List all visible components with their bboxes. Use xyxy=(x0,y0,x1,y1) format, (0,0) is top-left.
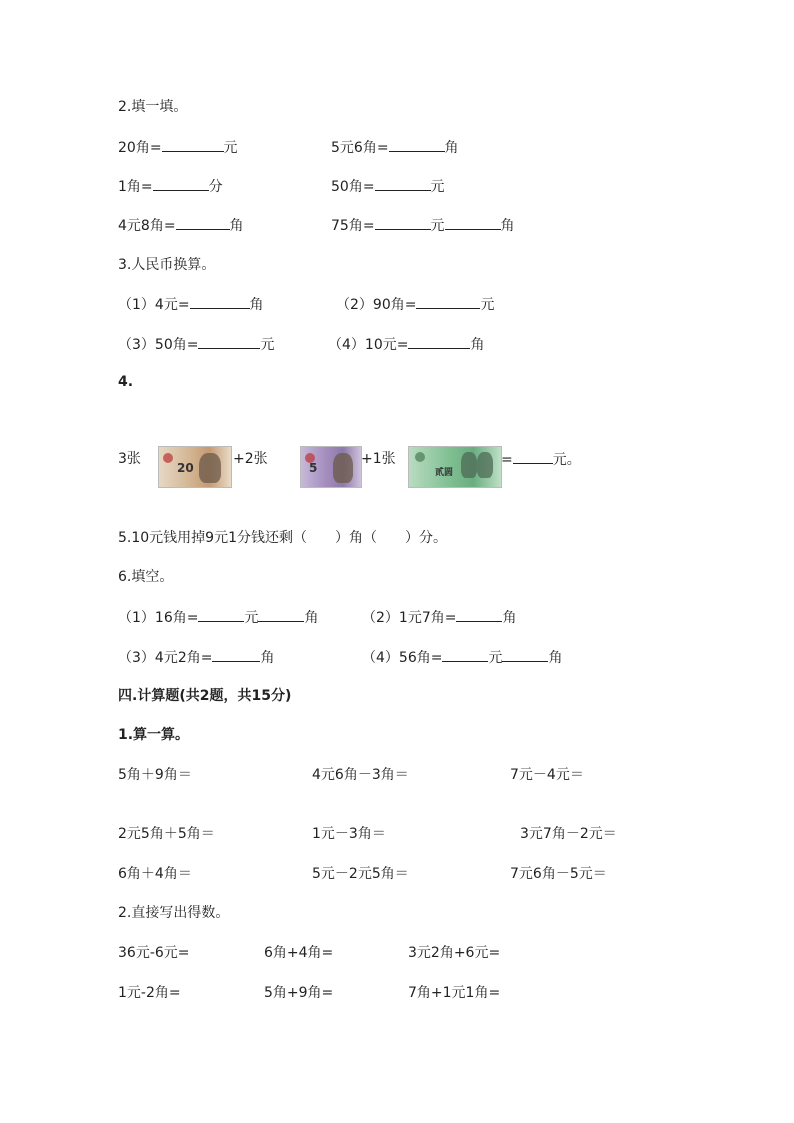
calc-item: 7元6角－5元＝ xyxy=(510,866,607,882)
answer-blank[interactable] xyxy=(198,334,260,349)
answer-blank[interactable] xyxy=(502,647,548,662)
q3-item-c: （3）50角= 元 xyxy=(118,334,274,355)
q2-title: 2.填一填。 xyxy=(118,99,188,115)
answer-blank[interactable] xyxy=(375,215,431,230)
answer-blank[interactable] xyxy=(445,215,501,230)
portrait-icon xyxy=(199,453,221,483)
calc-item: 2元5角＋5角＝ xyxy=(118,826,215,842)
calc-item: 36元-6元= xyxy=(118,945,190,961)
calc-item: 7角+1元1角= xyxy=(408,985,501,1001)
q6-item-d: （4）56角= 元 角 xyxy=(362,647,562,668)
q4-title: 4. xyxy=(118,374,134,390)
answer-blank[interactable] xyxy=(442,647,488,662)
q3-item-b: （2）90角= 元 xyxy=(336,294,494,315)
answer-blank[interactable] xyxy=(389,137,445,152)
q6-item-b: （2）1元7角= 角 xyxy=(362,607,516,628)
calc-item: 1元-2角= xyxy=(118,985,181,1001)
calc-item: 5元－2元5角＝ xyxy=(312,866,409,882)
q4-count-2: +1张 xyxy=(361,451,396,467)
q2-item-1b: 5元6角= 角 xyxy=(331,137,459,158)
calc-q2-title: 2.直接写出得数。 xyxy=(118,905,230,921)
q2-item-2b: 50角= 元 xyxy=(331,176,445,197)
calc-item: 3元7角－2元＝ xyxy=(520,826,617,842)
q2-item-3a: 4元8角= 角 xyxy=(118,215,244,236)
answer-blank[interactable] xyxy=(375,176,431,191)
portrait-icon xyxy=(461,452,477,478)
section-four-heading: 四.计算题(共2题，共15分) xyxy=(118,688,292,704)
calc-q1-title: 1.算一算。 xyxy=(118,727,190,743)
portrait-icon xyxy=(477,452,493,478)
answer-blank[interactable] xyxy=(416,294,480,309)
calc-item: 6角＋4角＝ xyxy=(118,866,192,882)
q3-item-a: （1）4元= 角 xyxy=(118,294,264,315)
q4-count-5: +2张 xyxy=(233,451,268,467)
q2-item-3b: 75角= 元 角 xyxy=(331,215,515,236)
answer-blank[interactable] xyxy=(408,334,470,349)
answer-blank[interactable] xyxy=(198,607,244,622)
emblem-icon xyxy=(415,452,425,462)
q2-item-1a: 20角= 元 xyxy=(118,137,238,158)
calc-item: 4元6角－3角＝ xyxy=(312,767,409,783)
q3-item-d: （4）10元= 角 xyxy=(328,334,484,355)
answer-blank[interactable] xyxy=(162,137,224,152)
calc-item: 6角+4角= xyxy=(264,945,334,961)
answer-blank[interactable] xyxy=(190,294,250,309)
two-yuan-note-image: 贰圆 xyxy=(408,446,502,488)
answer-blank[interactable] xyxy=(513,449,553,464)
q6-item-a: （1）16角= 元 角 xyxy=(118,607,318,628)
calc-item: 7元－4元＝ xyxy=(510,767,584,783)
answer-blank[interactable] xyxy=(456,607,502,622)
calc-item: 1元－3角＝ xyxy=(312,826,386,842)
q5-text: 5.10元钱用掉9元1分钱还剩（ ）角（ ）分。 xyxy=(118,530,447,546)
q2-item-2a: 1角= 分 xyxy=(118,176,223,197)
q4-count-20: 3张 xyxy=(118,451,141,467)
answer-blank[interactable] xyxy=(176,215,230,230)
calc-item: 5角+9角= xyxy=(264,985,334,1001)
five-yuan-note-image: 5 xyxy=(300,446,362,488)
calc-item: 3元2角+6元= xyxy=(408,945,501,961)
twenty-yuan-note-image: 20 xyxy=(158,446,232,488)
q6-item-c: （3）4元2角= 角 xyxy=(118,647,274,668)
q3-title: 3.人民币换算。 xyxy=(118,257,216,273)
q4-answer: = 元。 xyxy=(501,449,581,470)
calc-item: 5角＋9角＝ xyxy=(118,767,192,783)
answer-blank[interactable] xyxy=(258,607,304,622)
answer-blank[interactable] xyxy=(212,647,260,662)
portrait-icon xyxy=(333,453,353,483)
answer-blank[interactable] xyxy=(153,176,209,191)
q6-title: 6.填空。 xyxy=(118,569,174,585)
emblem-icon xyxy=(163,453,173,463)
